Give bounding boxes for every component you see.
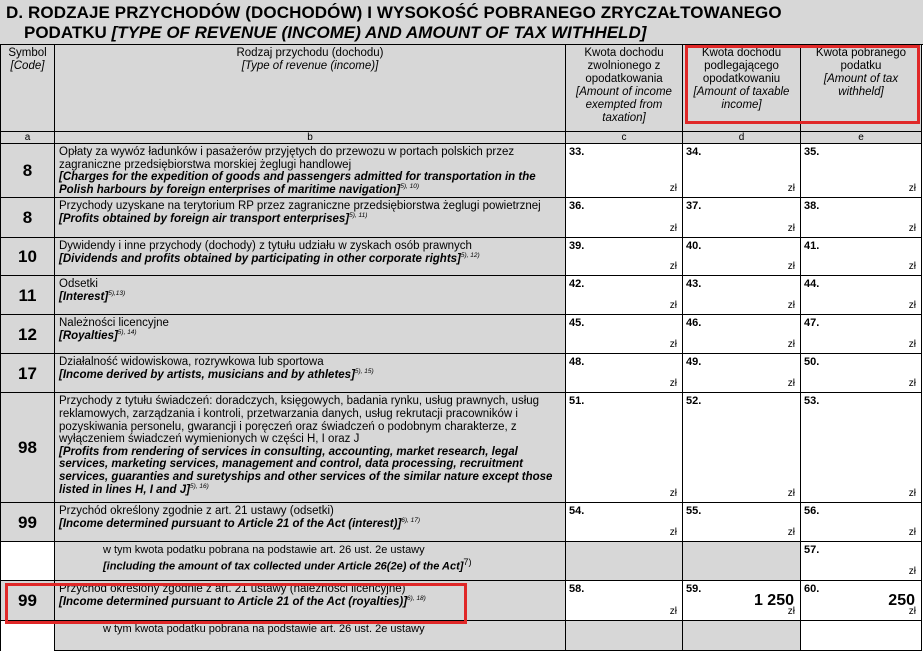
amount-value[interactable]: 1 250 [753, 592, 794, 610]
description-pl: w tym kwota podatku pobrana na podstawie art. 26 ust. 2e ustawy [103, 623, 425, 636]
description-en: [Income determined pursuant to Article 21 of the Act (interest)] [59, 517, 402, 530]
amount-cell-e[interactable] [801, 581, 922, 621]
currency-label: zł [908, 223, 916, 235]
field-number: 46. [686, 317, 702, 330]
field-number: 45. [569, 317, 585, 330]
currency-label: zł [787, 378, 795, 390]
footnote-refs: 5), 12) [460, 252, 480, 260]
field-number: 42. [569, 278, 585, 291]
footnote-refs: 5), 11) [349, 212, 368, 220]
field-number: 33. [569, 146, 585, 158]
row-description [55, 503, 566, 542]
row-code: 17 [1, 354, 55, 393]
footnote-refs: 5), 14) [117, 329, 137, 337]
letter-a: a [1, 132, 55, 144]
currency-label: zł [787, 261, 795, 273]
table-row [1, 198, 922, 238]
description-en: [Dividends and profits obtained by participating in other corporate rights] [59, 252, 461, 265]
section-title-line1: D. RODZAJE PRZYCHODÓW (DOCHODÓW) I WYSOKOŚĆ POBRANEGO ZRYCZAŁTOWANEGO [6, 3, 782, 22]
field-number: 38. [804, 200, 820, 213]
description-en: [including the amount of tax collected under Article 26(2e) of the Act] [103, 561, 464, 574]
description-en: [Income derived by artists, musicians and by athletes] [59, 368, 355, 381]
row-code-blank [1, 621, 55, 651]
amount-cell-e[interactable] [801, 238, 922, 276]
amount-cell-d[interactable] [683, 581, 801, 621]
row-description [55, 144, 566, 198]
table-row [1, 354, 922, 393]
currency-label: zł [908, 183, 916, 195]
amount-cell-c[interactable] [566, 503, 683, 542]
amount-cell-c[interactable] [566, 238, 683, 276]
field-number: 58. [569, 583, 585, 596]
field-number: 53. [804, 395, 820, 408]
footnote-refs: 5), 10) [400, 182, 420, 190]
amount-cell-d[interactable] [683, 276, 801, 315]
currency-label: zł [787, 488, 795, 500]
description-pl: Przychody uzyskane na terytorium RP przez zagraniczne przedsiębiorstwa żeglugi powietrznej [59, 200, 541, 213]
field-number: 49. [686, 356, 702, 369]
field-number: 57. [804, 544, 820, 557]
amount-cell-d[interactable] [683, 198, 801, 238]
footnote-refs: 5),13) [108, 290, 126, 298]
amount-cell-c[interactable] [566, 581, 683, 621]
currency-label: zł [787, 527, 795, 539]
footnote-refs: 5), 15) [354, 368, 374, 376]
header-exempt: Kwota dochodu zwolnionego z opodatkowania [Amount of income exempted from taxation] [566, 45, 683, 132]
table-row [1, 542, 922, 581]
currency-label: zł [787, 339, 795, 351]
amount-cell-e[interactable] [801, 393, 922, 503]
description-en: [Profits from rendering of services in consulting, accounting, market research, legal services, marketing services, management and control, data processing, recruitment services, guaranties and suretyships and other services of the similar nature except those listed in lines H, I and J] [59, 445, 553, 496]
letter-d: d [683, 132, 801, 144]
header-symbol: Symbol [Code] [1, 45, 55, 132]
section-title-pl: PODATKU [24, 23, 107, 42]
description-en: [Profits obtained by foreign air transport enterprises] [59, 212, 350, 225]
amount-cell-d[interactable] [683, 354, 801, 393]
field-number: 60. [804, 583, 820, 596]
amount-cell-e[interactable] [801, 198, 922, 238]
currency-label: zł [669, 183, 677, 195]
section-title [0, 0, 923, 45]
currency-label: zł [908, 261, 916, 273]
footnote-refs: 5), 16) [190, 482, 209, 490]
description-en: [Charges for the expedition of goods and passengers admitted for transportation in the Polish harbours by foreign enterprises of maritime navigation] [59, 171, 536, 196]
highlight-header-box [685, 45, 920, 124]
table-row [1, 503, 922, 542]
field-number: 41. [804, 240, 820, 253]
highlight-row-box [5, 583, 467, 624]
amount-cell-e[interactable] [801, 621, 922, 651]
row-description-sub [55, 542, 566, 581]
table-row [1, 621, 922, 651]
field-number: 37. [686, 200, 702, 213]
amount-cell-e[interactable] [801, 315, 922, 354]
amount-cell-d[interactable] [683, 393, 801, 503]
row-description [55, 276, 566, 315]
currency-label: zł [669, 261, 677, 273]
description-en: [Interest] [59, 290, 109, 303]
blocked-cell [566, 621, 683, 651]
field-number: 55. [686, 505, 702, 518]
row-code: 99 [1, 503, 55, 542]
currency-label: zł [787, 183, 795, 195]
row-description [55, 315, 566, 354]
table-row [1, 276, 922, 315]
header-taxable: Kwota dochodu podlegającego opodatkowaniu [Amount of taxable income] [683, 45, 801, 132]
description-pl: w tym kwota podatku pobrana na podstawie art. 26 ust. 2e ustawy [103, 544, 425, 557]
currency-label: zł [908, 378, 916, 390]
currency-label: zł [669, 488, 677, 500]
description-pl: Przychody z tytułu świadczeń: doradczych, księgowych, badania rynku, usług prawnych, usług reklamowych, zarządzania i kontroli, przetwarzania danych, usług rekrutacji pracowników i pozyskiwania personelu, gwarancji i poręczeń oraz świadczeń o podobnym charakterze, z wyłączeniem świadczeń wymienionych w części H, I oraz J [59, 395, 540, 446]
field-number: 44. [804, 278, 820, 291]
amount-cell-d[interactable] [683, 503, 801, 542]
amount-cell-c[interactable] [566, 144, 683, 198]
table-row [1, 144, 922, 198]
currency-label: zł [787, 606, 795, 618]
currency-label: zł [787, 300, 795, 312]
amount-cell-d[interactable] [683, 144, 801, 198]
description-en: [Royalties] [59, 329, 118, 342]
row-description [55, 393, 566, 503]
revenue-table [0, 44, 922, 651]
blocked-cell [683, 542, 801, 581]
amount-cell-d[interactable] [683, 315, 801, 354]
amount-cell-c[interactable] [566, 354, 683, 393]
table-row [1, 393, 922, 503]
row-description [55, 354, 566, 393]
header-type: Rodzaj przychodu (dochodu) [Type of revenue (income)] [55, 45, 566, 132]
field-number: 43. [686, 278, 702, 291]
row-description-sub [55, 621, 566, 651]
currency-label: zł [908, 566, 916, 578]
table-row [1, 315, 922, 354]
description-pl: Odsetki [59, 278, 98, 291]
row-code: 98 [1, 393, 55, 503]
row-description [55, 198, 566, 238]
field-number: 40. [686, 240, 702, 253]
amount-cell-c[interactable] [566, 198, 683, 238]
amount-value[interactable]: 250 [888, 592, 915, 610]
footnote-refs: 6), 18) [407, 595, 426, 603]
row-code: 99 [1, 581, 55, 621]
section-title-en: [TYPE OF REVENUE (INCOME) AND AMOUNT OF TAX WITHHELD] [111, 23, 647, 42]
field-number: 48. [569, 356, 585, 369]
field-number: 35. [804, 146, 820, 158]
field-number: 59. [686, 583, 702, 596]
currency-label: zł [669, 300, 677, 312]
description-pl: Dywidendy i inne przychody (dochody) z tytułu udziału w zyskach osób prawnych [59, 240, 472, 253]
amount-cell-c[interactable] [566, 315, 683, 354]
field-number: 54. [569, 505, 585, 518]
field-number: 36. [569, 200, 585, 213]
field-number: 52. [686, 395, 702, 408]
letter-b: b [55, 132, 566, 144]
section-title-line2 [24, 23, 646, 43]
field-number: 47. [804, 317, 820, 330]
row-code-blank [1, 542, 55, 581]
field-number: 50. [804, 356, 820, 369]
amount-cell-e[interactable] [801, 276, 922, 315]
currency-label: zł [669, 606, 677, 618]
amount-cell-e[interactable] [801, 503, 922, 542]
header-tax: Kwota pobranego podatku [Amount of tax withheld] [801, 45, 922, 132]
field-number: 34. [686, 146, 702, 158]
footnote-refs: 6), 17) [401, 517, 421, 525]
field-number: 56. [804, 505, 820, 518]
description-pl: Działalność widowiskowa, rozrywkowa lub sportowa [59, 356, 324, 369]
row-code: 12 [1, 315, 55, 354]
row-code: 11 [1, 276, 55, 315]
description-pl: Przychód określony zgodnie z art. 21 ustawy (odsetki) [59, 505, 334, 518]
currency-label: zł [908, 488, 916, 500]
field-number: 51. [569, 395, 585, 408]
row-description [55, 238, 566, 276]
amount-cell-e[interactable] [801, 144, 922, 198]
description-en: [Income determined pursuant to Article 21 of the Act (royalties)] [59, 595, 408, 608]
field-number: 39. [569, 240, 585, 253]
currency-label: zł [908, 339, 916, 351]
letter-c: c [566, 132, 683, 144]
currency-label: zł [908, 606, 916, 618]
currency-label: zł [669, 527, 677, 539]
amount-cell-c[interactable] [566, 276, 683, 315]
currency-label: zł [908, 300, 916, 312]
letter-e: e [801, 132, 922, 144]
currency-label: zł [669, 223, 677, 235]
footnote-refs: 7) [463, 557, 472, 568]
blocked-cell [683, 621, 801, 651]
description-pl: Opłaty za wywóz ładunków i pasażerów przyjętych do przewozu w portach polskich przez zagraniczne przedsiębiorstwa morskiej żeglugi handlowej [59, 146, 515, 171]
description-pl: Przychód określony zgodnie z art. 21 ustawy (należności licencyjne) [59, 583, 406, 596]
blocked-cell [566, 542, 683, 581]
row-code: 8 [1, 198, 55, 238]
amount-cell-c[interactable] [566, 393, 683, 503]
amount-cell-d[interactable] [683, 238, 801, 276]
currency-label: zł [669, 339, 677, 351]
amount-cell-e[interactable] [801, 354, 922, 393]
row-code: 10 [1, 238, 55, 276]
amount-cell-e[interactable] [801, 542, 922, 581]
column-letters-row [1, 132, 922, 144]
currency-label: zł [669, 378, 677, 390]
currency-label: zł [908, 527, 916, 539]
table-row [1, 238, 922, 276]
description-pl: Należności licencyjne [59, 317, 169, 330]
row-code: 8 [1, 144, 55, 198]
currency-label: zł [787, 223, 795, 235]
